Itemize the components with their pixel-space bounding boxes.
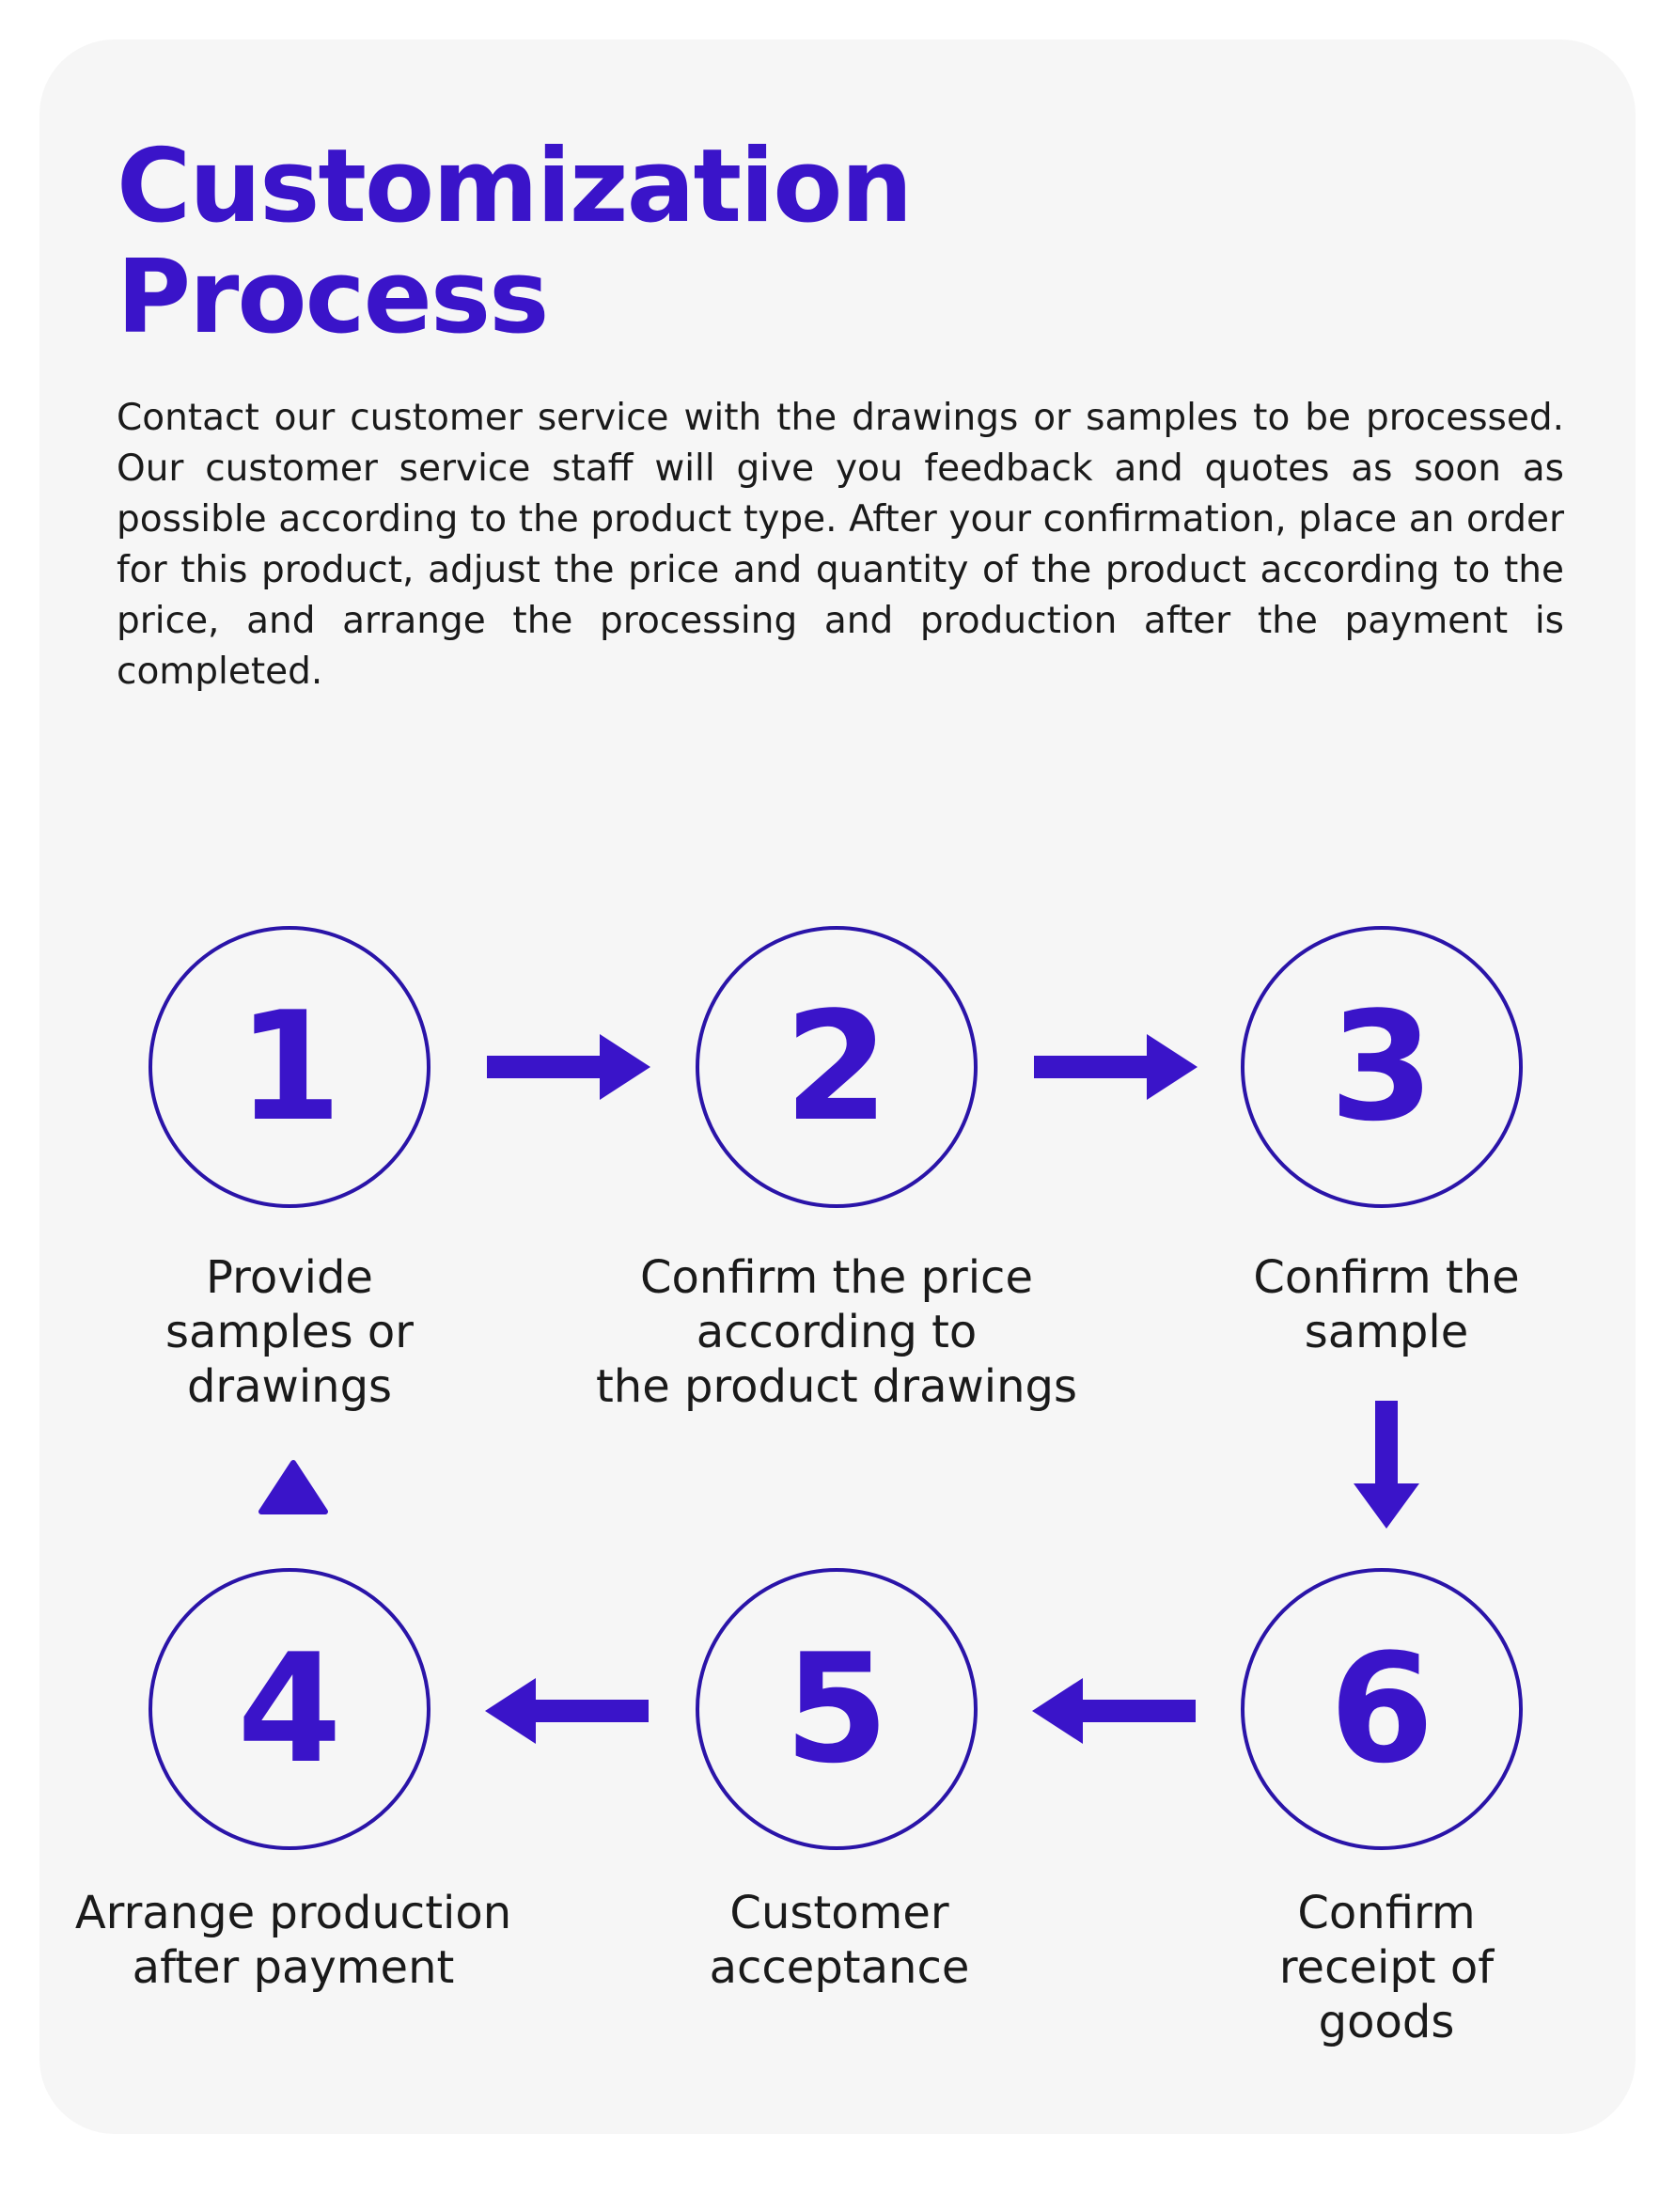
step-4-label: Arrange production after payment [74, 1887, 512, 1994]
step-4-circle [149, 1568, 430, 1850]
step-2-label: Confirm the price according to the product drawings [595, 1251, 1077, 1413]
step-6-number: 6 [1329, 1621, 1434, 1796]
step-2-circle [696, 926, 978, 1208]
step-1-number: 1 [237, 979, 342, 1154]
step-3-circle [1241, 926, 1523, 1208]
step-6-label: Confirm receipt of goods [1278, 1887, 1495, 2048]
title-line-1: Customization [117, 128, 912, 245]
step-5-circle [696, 1568, 978, 1850]
title-line-2: Process [117, 239, 548, 356]
step-3-number: 3 [1329, 979, 1434, 1154]
step-6-circle [1241, 1568, 1523, 1850]
arrow-down-icon [1349, 1401, 1424, 1532]
step-3-label: Confirm the sample [1253, 1251, 1520, 1358]
arrow-left-icon [1026, 1673, 1196, 1749]
step-1-label: Provide samples or drawings [165, 1251, 414, 1413]
arrow-right-icon [487, 1029, 656, 1105]
step-5-number: 5 [784, 1621, 889, 1796]
page-title [117, 128, 912, 356]
step-1-circle [149, 926, 430, 1208]
step-4-number: 4 [237, 1621, 342, 1796]
arrow-right-icon [1034, 1029, 1203, 1105]
intro-paragraph: Contact our customer service with the drawings or samples to be processed. Our customer service staff will give you feedback and quotes as soon as possible according to the product type. After your confirmation, place an order for this product, adjust the price and quantity of the product according to the price, and arrange the processing and production after the payment is completed. [117, 397, 1564, 693]
step-2-number: 2 [784, 979, 889, 1154]
step-5-label: Customer acceptance [709, 1887, 970, 1994]
arrow-left-icon [479, 1673, 649, 1749]
arrow-up-icon [256, 1457, 331, 1515]
